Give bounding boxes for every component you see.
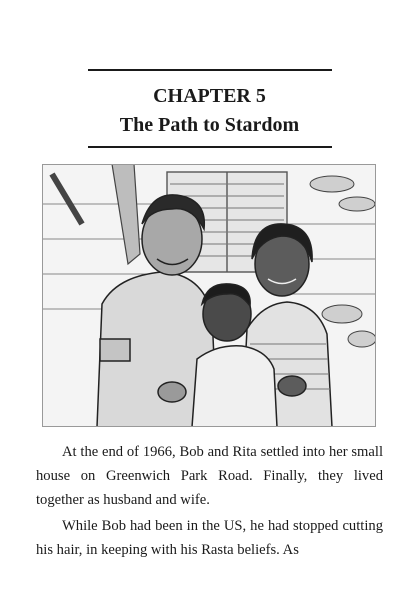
chapter-number: CHAPTER 5 xyxy=(153,85,266,107)
chapter-title: The Path to Stardom xyxy=(119,114,300,136)
paragraph-2: While Bob had been in the US, he had stopped cutting his hair, in keeping with his Rasta beliefs. As xyxy=(36,518,383,558)
family-portrait-illustration xyxy=(42,164,376,427)
paragraph-1: At the end of 1966, Bob and Rita settled into her small house on Greenwich Park Road. Finally, they lived together as husband and wife. xyxy=(36,444,383,508)
bottom-rule xyxy=(88,146,332,148)
body-text xyxy=(36,440,383,564)
top-rule xyxy=(88,69,332,71)
